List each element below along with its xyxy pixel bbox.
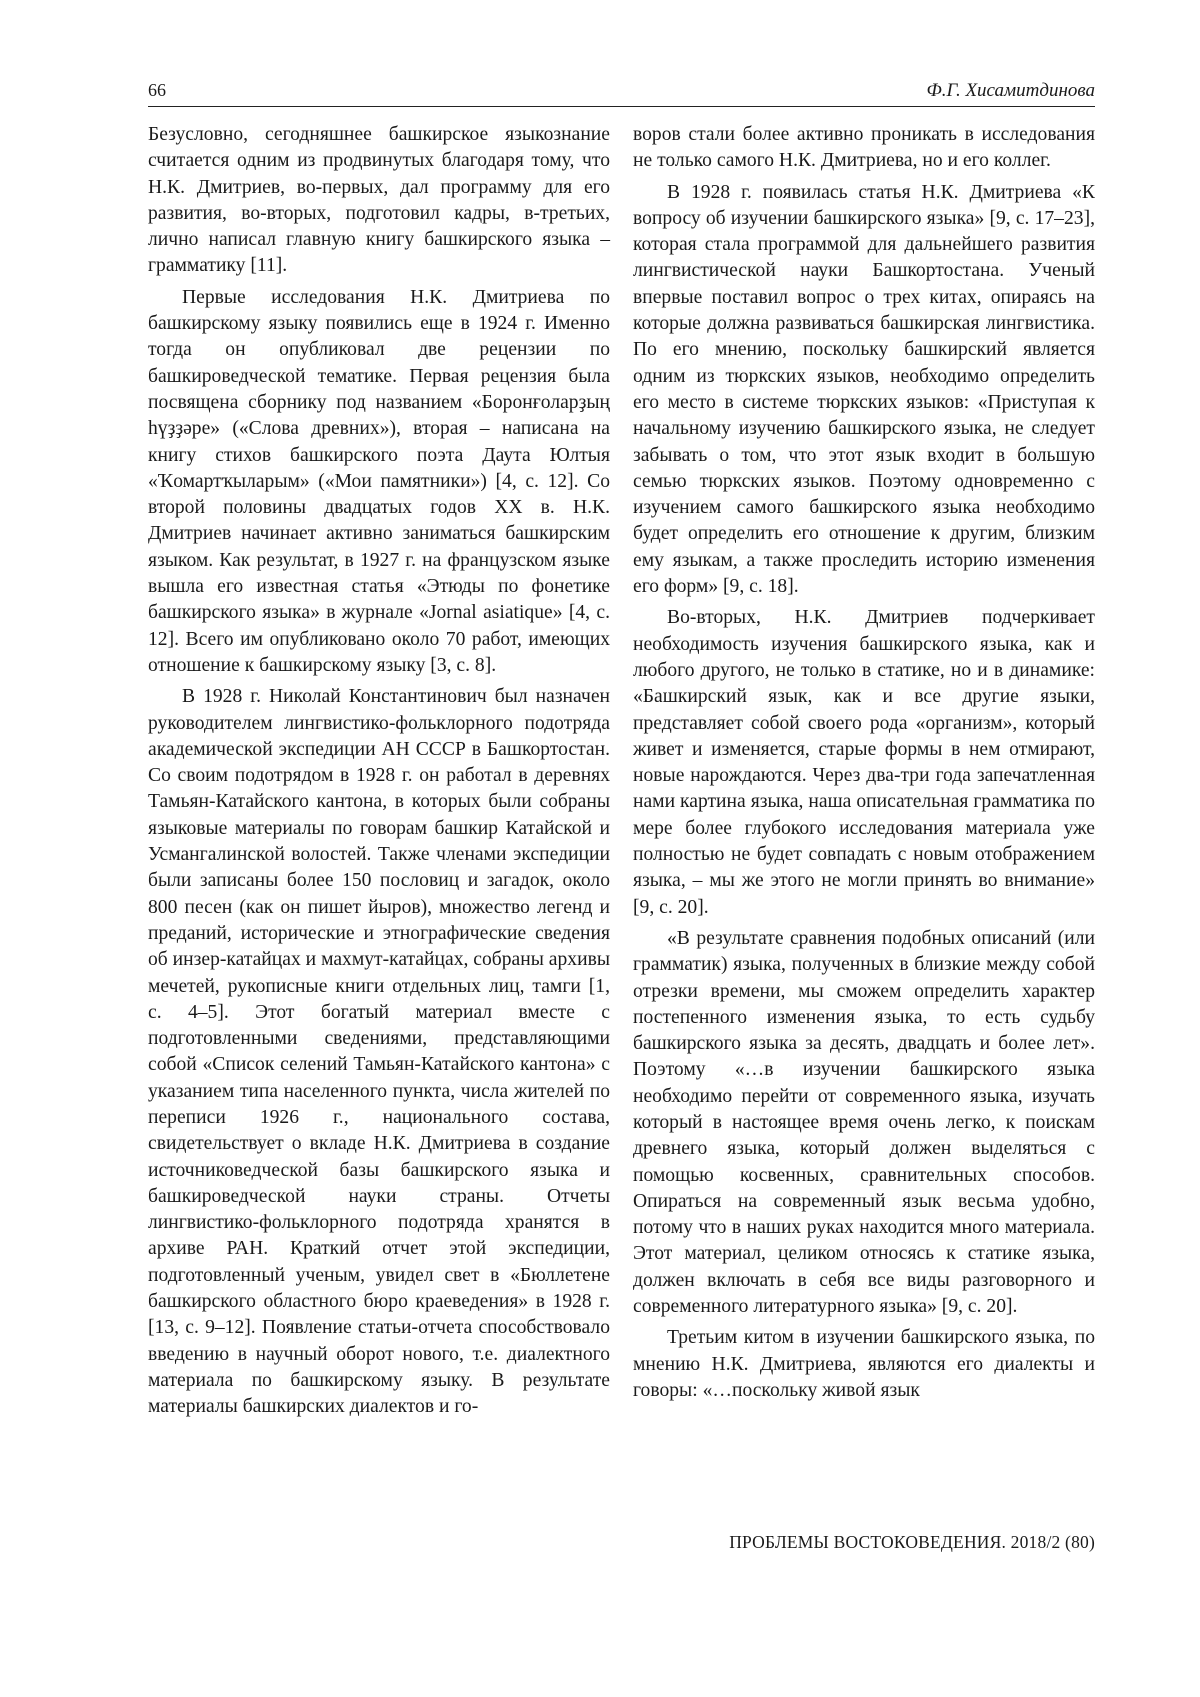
paragraph: Первые исследования Н.К. Дмитриева по башкирскому языку появились еще в 1924 г. Именно тогда он опубликовал две рецензии по башкироведческой тематике. Первая рецензия была посвящена сборнику под названием «Боронғоларҙың һүҙҙәре» («Слова древних»), вторая – написана на книгу стихов башкирского поэта Даута Юлтыя «Ҡомартҡыларым» («Мои памятники») [4, с. 12]. Со второй половины двадцатых годов XX в. Н.К. Дмитриев начинает активно заниматься башкирским языком. Как результат, в 1927 г. на французском языке вышла его известная статья «Этюды по фонетике башкирского языка» в журнале «Jornal asiatique» [4, с. 12]. Всего им опубликовано около 70 работ, имеющих отношение к башкирскому языку [3, с. 8].: [148, 286, 610, 676]
running-head-author: Ф.Г. Хисамитдинова: [926, 80, 1095, 101]
paragraph: «В результате сравнения подобных описаний (или грамматик) языка, полученных в близкие между собой отрезки времени, мы сможем определить характер постепенного изменения языка, то есть судьбу башкирского языка за десять, двадцать и более лет». Поэтому «…в изучении башкирского языка необходимо перейти от современного языка, изучать который в настоящее время очень легко, к поискам древнего языка, который должен выделяться с помощью косвенных, сравнительных способов. Опираться на современный язык весьма удобно, потому что в наших руках находится много материала. Этот материал, целиком относясь к статике языка, должен включать в себя все виды разговорного и современного литературного языка» [9, с. 20].: [633, 927, 1095, 1318]
paragraph: В 1928 г. Николай Константинович был назначен руководителем лингвистико-фольклорного подотряда академической экспедиции АН СССР в Башкортостан. Со своим подотрядом в 1928 г. он работал в деревнях Тамьян-Катайского кантона, в которых были собраны языковые материалы по говорам башкир Катайской и Усмангалинской волостей. Также членами экспедиции были записаны более 150 пословиц и загадок, около 800 песен (как он пишет йыров), множество легенд и преданий, исторические и этнографические сведения об инзер-катайцах и махмут-катайцах, собраны архивы мечетей, рукописные книги отдельных лиц, тамги [1, с. 4–5]. Этот богатый материал вместе с подготовленными сведениями, представляющими собой «Список селений Тамьян-Катайского кантона» с указанием типа населенного пункта, числа жителей по переписи 1926 г., национального состава, свидетельствует о вкладе Н.К. Дмитриева в создание источниковедческой базы башкирского языка и башкироведческой науки страны. Отчеты лингвистико-фольклорного подотряда хранятся в архиве РАН. Краткий отчет этой экспедиции, подготовленный ученым, увидел свет в «Бюллетене башкирского областного бюро краеведения» в 1928 г. [13, с. 9–12]. Появление статьи-отчета способствовало введению в научный оборот нового, т.е. диалектного материала по башкирскому языку. В результате материалы башкирских диалектов и го-: [148, 686, 610, 1418]
page-header: [148, 78, 1095, 107]
paragraph: В 1928 г. появилась статья Н.К. Дмитриева «К вопросу об изучении башкирского языка» [9, с. 17–23], которая стала программой для дальнейшего развития лингвистической науки Башкортостана. Ученый впервые поставил вопрос о трех китах, опираясь на которые должна развиваться башкирская лингвистика. По его мнению, поскольку башкирский является одним из тюркских языков, необходимо определить его место в системе тюркских языков: «Приступая к начальному изучению башкирского языка, не следует забывать о том, что этот язык входит в большую семью тюркских языков. Поэтому одновременно с изучением самого башкирского языка необходимо будет определить его отношение к другим, близким ему языкам, а также проследить историю изменения его форм» [9, с. 18].: [633, 181, 1095, 598]
paragraph: Третьим китом в изучении башкирского языка, по мнению Н.К. Дмитриева, являются его диалекты и говоры: «…поскольку живой язык: [633, 1327, 1095, 1401]
page-number: 66: [148, 80, 166, 100]
journal-footer: ПРОБЛЕМЫ ВОСТОКОВЕДЕНИЯ. 2018/2 (80): [729, 1532, 1095, 1552]
paragraph: Во-вторых, Н.К. Дмитриев подчеркивает необходимость изучения башкирского языка, как и любого другого, не только в статике, но и в динамике: «Башкирский язык, как и все другие языки, представляет собой своего рода «организм», который живет и изменяется, старые формы в нем отмирают, новые нарождаются. Через два-три года запечатленная нами картина языка, наша описательная грамматика по мере более глубокого исследования материала уже полностью не будет совпадать с новым отображением языка, – мы же этого не могли принять во внимание» [9, с. 20].: [633, 607, 1095, 918]
paragraph: воров стали более активно проникать в исследования не только самого Н.К. Дмитриева, но и его коллег.: [633, 124, 1095, 172]
left-column: [148, 122, 610, 1421]
paragraph: Безусловно, сегодняшнее башкирское языкознание считается одним из продвинутых благодаря тому, что Н.К. Дмитриев, во-первых, дал программу для его развития, во-вторых, подготовил кадры, в-третьих, лично написал главную книгу башкирского языка – грамматику [11].: [148, 124, 610, 277]
right-column: [633, 122, 1095, 1404]
